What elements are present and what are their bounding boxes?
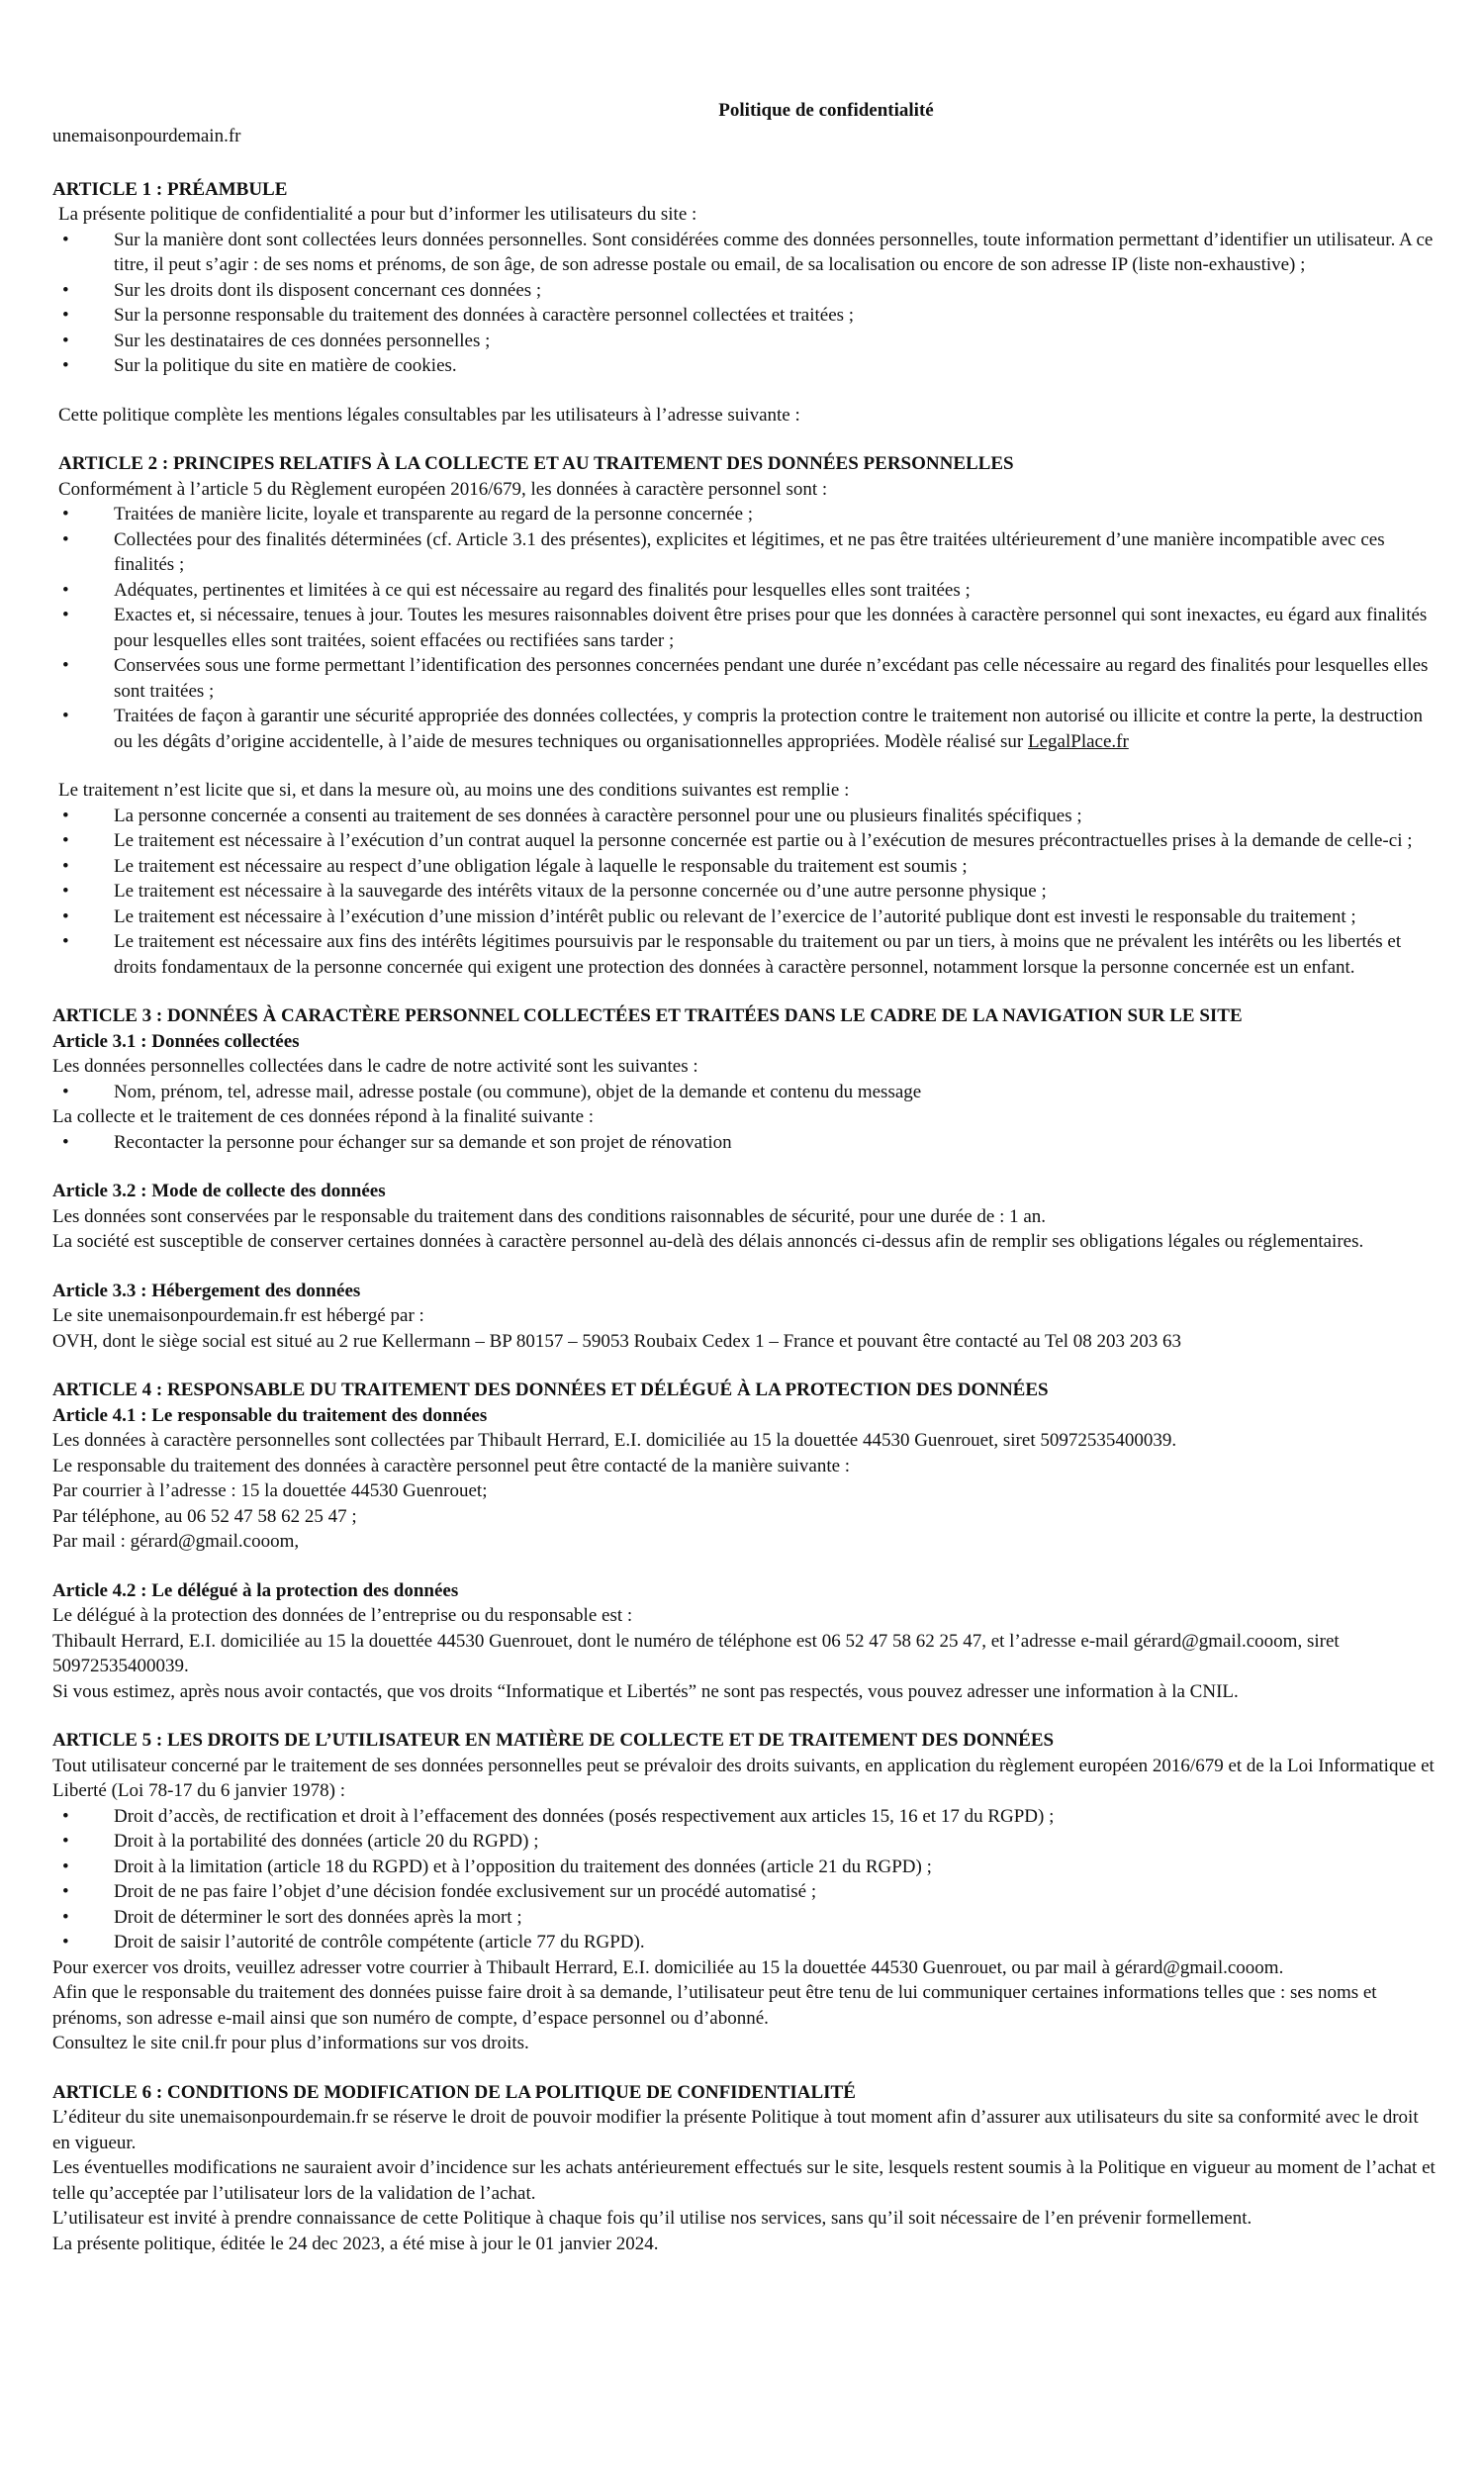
article-5-line: Afin que le responsable du traitement des données puisse faire droit à sa demande, l’utilisateur peut être tenu de lui communiquer certaines informations telles que : ses noms et prénoms, son adresse e-mail ainsi que son numéro de compte, d’espace personnel ou d’abonné. [52, 1982, 1377, 2029]
article-1-intro: La présente politique de confidentialité a pour but d’informer les utilisateurs du site : [58, 204, 697, 225]
list-item: • Sur la politique du site en matière de cookies. [62, 355, 457, 376]
article-6-line: L’utilisateur est invité à prendre connaissance de cette Politique à chaque fois qu’il utilise nos services, sans qu’il soit nécessaire de l’en prévenir formellement. [52, 2208, 1252, 2229]
article-4-1-line: Par téléphone, au 06 52 47 58 62 25 47 ; [52, 1505, 357, 1527]
article-5-line: Consultez le site cnil.fr pour plus d’informations sur vos droits. [52, 2033, 529, 2053]
article-1-outro: Cette politique complète les mentions légales consultables par les utilisateurs à l’adresse suivante : [58, 404, 800, 426]
list-item: • Traitées de façon à garantir une sécurité appropriée des données collectées, y compris la protection contre le traitement non autorisé ou illicite et contre la perte, la destruction ou les dégâts d’origine accidentelle, à l’aide de mesures techniques ou organisationnelles appropriées. Modèle réalisé sur LegalPlace.fr [62, 706, 1423, 752]
list-item: • Conservées sous une forme permettant l’identification des personnes concernées pendant une durée n’excédant pas celle nécessaire au regard des finalités pour lesquelles elles sont traitées ; [62, 655, 1429, 702]
list-item: • Le traitement est nécessaire aux fins des intérêts légitimes poursuivis par le responsable du traitement ou par un tiers, à moins que ne prévalent les intérêts ou les libertés et droits fondamentaux de la personne concernée qui exigent une protection des données à caractère personnel, notamment lorsque la personne concernée est un enfant. [62, 931, 1402, 978]
article-6-heading: ARTICLE 6 : CONDITIONS DE MODIFICATION DE LA POLITIQUE DE CONFIDENTIALITÉ [52, 2081, 856, 2103]
article-4-2-line: Thibault Herrard, E.I. domiciliée au 15 la douettée 44530 Guenrouet, dont le numéro de téléphone est 06 52 47 58 62 25 47, et l’adresse e-mail gérard@gmail.cooom, siret 50972535400039. [52, 1630, 1340, 1676]
list-item: • Nom, prénom, tel, adresse mail, adresse postale (ou commune), objet de la demande et contenu du message [62, 1081, 922, 1102]
article-3-3-text: OVH, dont le siège social est situé au 2 rue Kellermann – BP 80157 – 59053 Roubaix Cedex 1 – France et pouvant être contacté au Tel 08 203 203 63 [52, 1330, 1182, 1352]
article-4-1-line: Les données à caractère personnelles sont collectées par Thibault Herrard, E.I. domiciliée au 15 la douettée 44530 Guenrouet, siret 50972535400039. [52, 1430, 1177, 1451]
list-item: • Droit à la portabilité des données (article 20 du RGPD) ; [62, 1831, 539, 1852]
page-title: Politique de confidentialité [718, 100, 934, 121]
article-5-heading: ARTICLE 5 : LES DROITS DE L’UTILISATEUR EN MATIÈRE DE COLLECTE ET DE TRAITEMENT DES DONNÉES [52, 1730, 1055, 1751]
article-2-list [52, 502, 1438, 754]
article-5-line: Pour exercer vos droits, veuillez adresser votre courrier à Thibault Herrard, E.I. domiciliée au 15 la douettée 44530 Guenrouet, ou par mail à gérard@gmail.cooom. [52, 1956, 1284, 1978]
article-4-heading: ARTICLE 4 : RESPONSABLE DU TRAITEMENT DES DONNÉES ET DÉLÉGUÉ À LA PROTECTION DES DONNÉES [52, 1380, 1049, 1400]
article-4-2-line: Le délégué à la protection des données de l’entreprise ou du responsable est : [52, 1605, 633, 1626]
list-item: • Sur les droits dont ils disposent concernant ces données ; [62, 279, 542, 301]
article-4-2-heading: Article 4.2 : Le délégué à la protection des données [52, 1579, 459, 1601]
article-1-list [52, 228, 1438, 379]
article-3-1-list2 [52, 1130, 1438, 1156]
article-4-1-line: Par courrier à l’adresse : 15 la douettée 44530 Guenrouet; [52, 1480, 488, 1501]
document-body [52, 124, 1438, 2256]
article-3-heading: ARTICLE 3 : DONNÉES À CARACTÈRE PERSONNEL COLLECTÉES ET TRAITÉES DANS LE CADRE DE LA NAVIGATION SUR LE SITE [52, 1005, 1243, 1026]
list-item: • Le traitement est nécessaire à l’exécution d’un contrat auquel la personne concernée est partie ou à l’exécution de mesures précontractuelles prises à la demande de celle-ci ; [62, 830, 1413, 851]
article-4-1-line: Par mail : gérard@gmail.cooom, [52, 1531, 300, 1552]
list-item: • Droit de ne pas faire l’objet d’une décision fondée exclusivement sur un procédé automatisé ; [62, 1881, 817, 1902]
article-5-intro: Tout utilisateur concerné par le traitement de ses données personnelles peut se prévaloir des droits suivants, en application du règlement européen 2016/679 et de la Loi Informatique et Liberté (Loi 78-17 du 6 janvier 1978) : [52, 1755, 1435, 1801]
article-3-1-heading: Article 3.1 : Données collectées [52, 1030, 300, 1052]
list-item: • Droit de saisir l’autorité de contrôle compétente (article 77 du RGPD). [62, 1932, 645, 1952]
article-3-2-text: La société est susceptible de conserver certaines données à caractère personnel au-delà des délais annoncés ci-dessus afin de remplir ses obligations légales ou réglementaires. [52, 1231, 1364, 1252]
list-item: • Collectées pour des finalités déterminées (cf. Article 3.1 des présentes), explicites et légitimes, et ne pas être traitées ultérieurement d’une manière incompatible avec ces finalités ; [62, 528, 1385, 575]
list-item: • Adéquates, pertinentes et limitées à ce qui est nécessaire au regard des finalités pour lesquelles elles sont traitées ; [62, 579, 971, 601]
list-item: • Recontacter la personne pour échanger sur sa demande et son projet de rénovation [62, 1131, 732, 1153]
list-item: • Le traitement est nécessaire au respect d’une obligation légale à laquelle le responsable du traitement est soumis ; [62, 855, 968, 877]
article-2-intro2: Le traitement n’est licite que si, et dans la mesure où, au moins une des conditions suivantes est remplie : [58, 780, 850, 801]
list-item: • Le traitement est nécessaire à l’exécution d’une mission d’intérêt public ou relevant de l’exercice de l’autorité publique dont est investi le responsable du traitement ; [62, 905, 1356, 927]
list-item: • Exactes et, si nécessaire, tenues à jour. Toutes les mesures raisonnables doivent être prises pour que les données à caractère personnel qui sont inexactes, eu égard aux finalités pour lesquelles elles sont traitées, soient effacées ou rectifiées sans tarder ; [62, 605, 1428, 651]
list-item: • Droit d’accès, de rectification et droit à l’effacement des données (posés respectivement aux articles 15, 16 et 17 du RGPD) ; [62, 1805, 1055, 1827]
article-3-3-heading: Article 3.3 : Hébergement des données [52, 1280, 361, 1301]
article-3-2-text: Les données sont conservées par le responsable du traitement dans des conditions raisonnables de sécurité, pour une durée de : 1 an. [52, 1205, 1047, 1227]
list-item: • La personne concernée a consenti au traitement de ses données à caractère personnel pour une ou plusieurs finalités spécifiques ; [62, 805, 1082, 826]
site-name: unemaisonpourdemain.fr [52, 126, 241, 146]
list-item: • Traitées de manière licite, loyale et transparente au regard de la personne concernée ; [62, 504, 754, 524]
article-3-1-intro2: La collecte et le traitement de ces données répond à la finalité suivante : [52, 1106, 595, 1127]
article-2-heading: ARTICLE 2 : PRINCIPES RELATIFS À LA COLLECTE ET AU TRAITEMENT DES DONNÉES PERSONNELLES [58, 453, 1014, 474]
article-4-1-line: Le responsable du traitement des données à caractère personnel peut être contacté de la manière suivante : [52, 1455, 851, 1476]
article-5-list [52, 1804, 1438, 1955]
article-6-line: Les éventuelles modifications ne sauraient avoir d’incidence sur les achats antérieurement effectués sur le site, lesquels restent soumis à la Politique en vigueur au moment de l’achat et telle qu’acceptée par l’utilisateur lors de la validation de l’achat. [52, 2157, 1436, 2204]
article-2-intro: Conformément à l’article 5 du Règlement européen 2016/679, les données à caractère personnel sont : [58, 478, 828, 500]
article-4-1-heading: Article 4.1 : Le responsable du traitement des données [52, 1404, 488, 1426]
article-6-line: La présente politique, éditée le 24 dec 2023, a été mise à jour le 01 janvier 2024. [52, 2233, 659, 2254]
article-6-line: L’éditeur du site unemaisonpourdemain.fr se réserve le droit de pouvoir modifier la présente Politique à tout moment afin d’assurer aux utilisateurs du site sa conformité avec le droit en vigueur. [52, 2107, 1419, 2153]
article-3-3-text: Le site unemaisonpourdemain.fr est hébergé par : [52, 1305, 424, 1326]
legalplace-link[interactable]: LegalPlace.fr [1028, 730, 1129, 752]
list-item: • Droit à la limitation (article 18 du RGPD) et à l’opposition du traitement des données (article 21 du RGPD) ; [62, 1856, 932, 1877]
article-3-1-list [52, 1080, 1438, 1105]
list-item: • Sur la manière dont sont collectées leurs données personnelles. Sont considérées comme des données personnelles, toute information permettant d’identifier un utilisateur. A ce titre, il peut s’agir : de ses noms et prénoms, de son âge, de son adresse postale ou email, de sa localisation ou encore de son adresse IP (liste non-exhaustive) ; [62, 229, 1434, 275]
article-2-list2 [52, 804, 1438, 981]
list-item: • Droit de déterminer le sort des données après la mort ; [62, 1906, 522, 1928]
article-1-heading: ARTICLE 1 : PRÉAMBULE [52, 178, 288, 200]
article-3-1-intro: Les données personnelles collectées dans le cadre de notre activité sont les suivantes : [52, 1056, 698, 1077]
list-item: • Sur la personne responsable du traitement des données à caractère personnel collectées et traitées ; [62, 305, 855, 326]
list-item: • Le traitement est nécessaire à la sauvegarde des intérêts vitaux de la personne concernée ou d’une autre personne physique ; [62, 881, 1047, 902]
list-item: • Sur les destinataires de ces données personnelles ; [62, 330, 491, 351]
article-3-2-heading: Article 3.2 : Mode de collecte des données [52, 1181, 386, 1201]
article-4-2-line: Si vous estimez, après nous avoir contactés, que vos droits “Informatique et Libertés” ne sont pas respectés, vous pouvez adresser une information à la CNIL. [52, 1680, 1239, 1702]
